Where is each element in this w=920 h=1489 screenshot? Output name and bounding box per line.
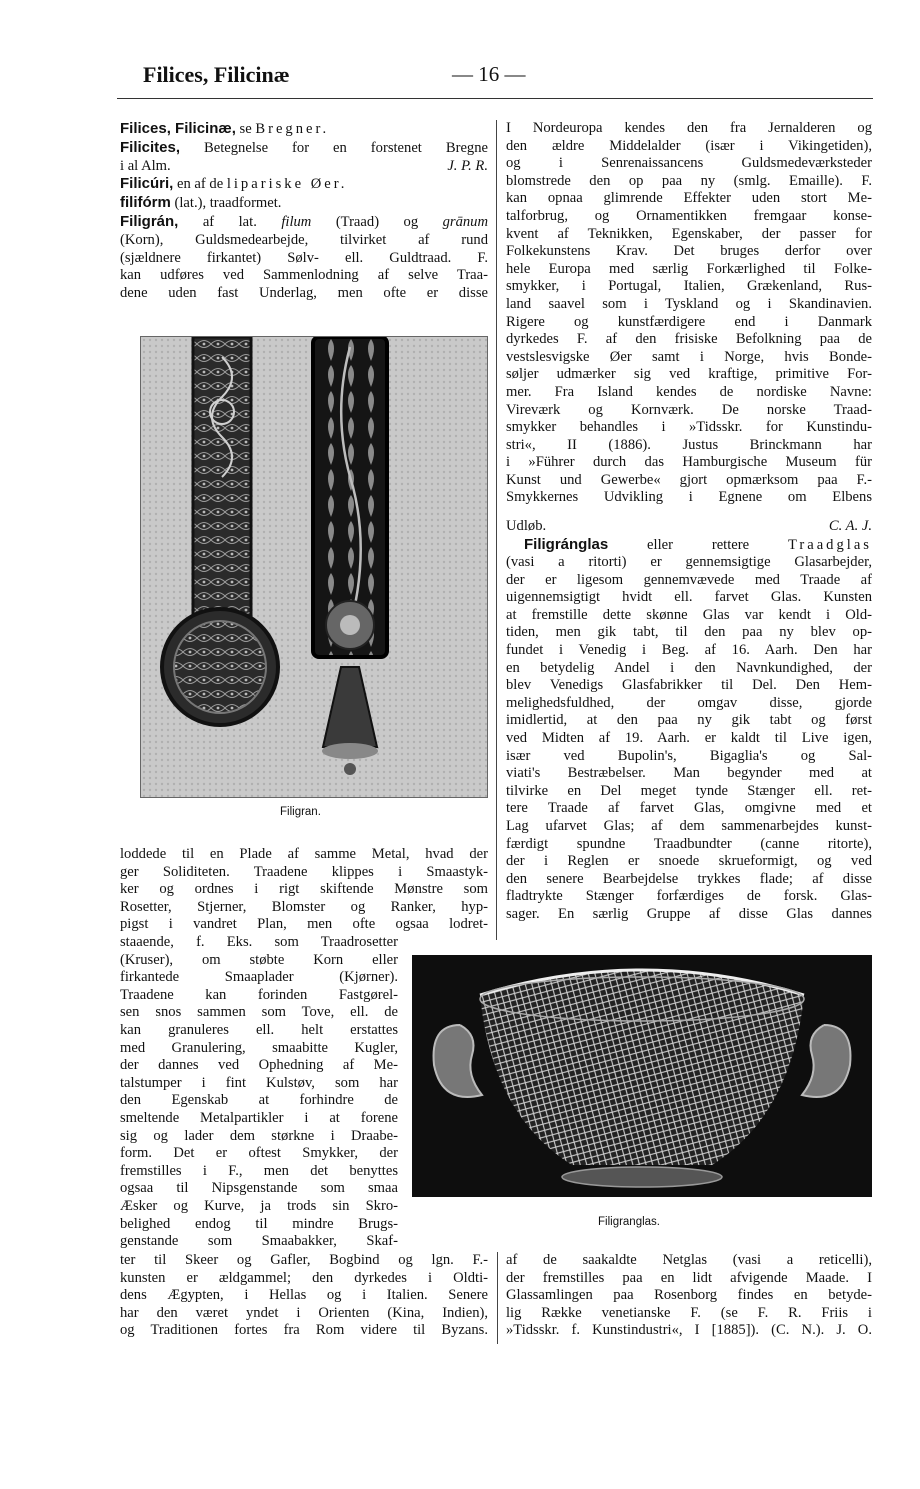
left-column-continuation	[120, 846, 488, 934]
text-line: har den været yndet i Orienten (Kina, Indien),	[120, 1304, 488, 1321]
text-line: Kunst und Gewerbe« gjort opmærksom paa F.-	[506, 471, 872, 488]
text-line: genstande som Smaabakker, Skaf-	[120, 1233, 398, 1250]
figure-caption-filigranglas: Filigranglas.	[598, 1216, 660, 1228]
text-line: loddede til en Plade af samme Metal, hvad der	[120, 846, 488, 862]
text-line: Folkekunstens Krav. Det bruges derfor over	[506, 243, 872, 260]
text-line: staaende, f. Eks. som Traadrosetter	[120, 934, 398, 950]
headword: filifórm	[120, 194, 171, 212]
text-line: lig Række venetianske F. (se F. R. Friis i	[506, 1304, 872, 1321]
headword: Filicúri,	[120, 175, 174, 193]
entry-line	[120, 250, 488, 268]
author-signature: J. P. R.	[447, 157, 488, 174]
text-line: Glassamlingen paa Rosenborg findes en betyde-	[506, 1287, 872, 1304]
column-divider-lower	[497, 1252, 498, 1344]
text-line: vestslesvigske Øer samt i Norge, hvis Bonde-	[506, 348, 872, 365]
text-line: smeltende Metalpartikler i at forene	[120, 1109, 398, 1126]
text-line: især ved Bupolin's, Bigaglia's og Sal-	[506, 747, 872, 764]
page-header-title: Filices, Filicinæ	[143, 62, 290, 87]
text-line: (vasi a ritorti) er gennemsigtige Glasarbejder,	[506, 554, 872, 570]
left-column-entries	[120, 120, 488, 303]
filigranglas-photo	[412, 955, 872, 1197]
spaced-reference: Bregner.	[255, 121, 330, 137]
text-line: form. Det er oftest Smykker, der	[120, 1145, 398, 1162]
text-line: i »Führer durch das Hamburgische Museum für	[506, 454, 872, 471]
text-line: den Egenskab at forhindre de	[120, 1092, 398, 1109]
text-line: af de saakaldte Netglas (vasi a reticelli),	[506, 1252, 872, 1268]
text-line: søljer udmærker sig ved kraftige, primitive For-	[506, 366, 872, 383]
text-line: fladtrykte Stænger forfærdiges de forsk. Glas-	[506, 888, 872, 905]
text-line: blomstrede den op paa ny (smlg. Emaille). F.	[506, 172, 872, 189]
entry-text: en af de	[173, 176, 227, 193]
entry-line	[120, 158, 488, 176]
text-line: med Granulering, smaabitte Kugler,	[120, 1039, 398, 1056]
text-line: ger Soliditeten. Traadene klippes i Smaastyk-	[120, 863, 488, 880]
entry-text: se	[235, 121, 256, 137]
text-line: sager. En særlig Gruppe af disse Glas dannes	[506, 905, 872, 922]
filigranglas-entry-head	[506, 536, 872, 555]
text-line: sig og lader dem størkne i Draabe-	[120, 1127, 398, 1144]
text-line: ved Midten af 19. Aarh. er kaldt til Live igen,	[506, 729, 872, 746]
entry-text: (Korn), Guldsmedearbejde, tilvirket af rund	[120, 231, 488, 248]
entry-line	[120, 285, 488, 303]
entry-line	[120, 232, 488, 250]
text-line: Rosetter, Stjerner, Blomster og Ranker, hyp-	[120, 898, 488, 915]
column-divider	[496, 120, 497, 940]
filigran-image	[141, 337, 487, 797]
entry-line	[120, 213, 488, 232]
text-line: kan granuleres ell. helt erstattes	[120, 1021, 398, 1038]
entry-text: Udløb.	[506, 518, 547, 534]
headword: Filigrán,	[120, 212, 179, 230]
text-line: stri«, II (1886). Justus Brinckmann har	[506, 436, 872, 453]
text-line: firkantede Smaaplader (Kjørner).	[120, 969, 398, 986]
text-line: Smykkernes Udvikling i Egnene om Elbens	[506, 489, 872, 506]
entry-text: kan udføres ved Sammenlodning af selve Traa-	[120, 267, 488, 284]
text-line: den ældre Middelalder (især i Vikingetiden),	[506, 137, 872, 154]
headword: Filicites,	[120, 138, 181, 156]
text-line: den senere Bearbejdelse trykkes flade; af disse	[506, 870, 872, 887]
right-column-bottom	[506, 1252, 872, 1340]
text-line: pigst i vandret Plan, men ofte ogsaa lodret-	[120, 916, 488, 933]
text-line: og Traditionen fortes fra Rom videre til Byzans.	[120, 1322, 488, 1339]
header-rule	[117, 98, 873, 99]
text-line: hele Europa med særlig Forkærlighed til Folke-	[506, 260, 872, 277]
text-line: imidlertid, at den paa ny gik tabt og først	[506, 712, 872, 729]
text-line: melighedsfuldhed, der omgav disse, gjorde	[506, 694, 872, 711]
spaced-reference: Traadglas	[787, 537, 872, 553]
text-line: »Tidsskr. f. Kunstindustri«, I [1885]). (C. N.). J. O.	[506, 1322, 872, 1339]
author-signature: C. A. J.	[828, 518, 872, 534]
text-line: talforbrug, og Ornamentikken fremgaar konse-	[506, 207, 872, 224]
text-line: Vireværk og Kornværk. De norske Traad-	[506, 401, 872, 418]
text-line: sen snos sammen som Tove, ell. de	[120, 1004, 398, 1021]
text-line: Rigere og kunstfærdigere end i Danmark	[506, 313, 872, 330]
headword: Filices, Filicinæ,	[120, 120, 236, 137]
text-line: at fremstille dette skønne Glas var kendt i Old-	[506, 606, 872, 623]
text-line: dens Ægypten, i Hellas og i Italien. Senere	[120, 1287, 488, 1304]
text-line: kvent af Teknikken, Egenskaber, der passer for	[506, 225, 872, 242]
text-line: der fremstilles paa en lidt afvigende Maade. I	[506, 1269, 872, 1286]
text-line: og i Senrenaissancens Guldsmedeværksteder	[506, 155, 872, 172]
text-line: I Nordeuropa kendes den fra Jernalderen og	[506, 120, 872, 136]
entry-line	[120, 175, 488, 194]
entry-line	[120, 120, 488, 139]
text-line: viati's Bestræbelser. Man begynder med at	[506, 765, 872, 782]
text-line: dyrkedes F. af den frisiske Befolkning paa de	[506, 331, 872, 348]
text-line: tiden, men gik tabt, til den paa ny blev op-	[506, 624, 872, 641]
text-line: ker og ordnes i rigt skiftende Mønstre som	[120, 881, 488, 898]
filigranglas-image	[412, 955, 872, 1197]
left-column-narrow	[120, 934, 398, 1251]
text-line: Æsker og Kurve, ja trods sin Skro-	[120, 1197, 398, 1214]
entry-text: i al Alm.	[120, 157, 171, 174]
text-line: kan opnaa glimrende Effekter uden stort Me-	[506, 190, 872, 207]
entry-text: dene uden fast Underlag, men ofte er disse	[120, 285, 488, 302]
spaced-reference: lipariske Øer.	[226, 176, 348, 193]
entry-line	[120, 267, 488, 285]
text-line: der i Reglen er snoede skrueformigt, og ved	[506, 853, 872, 870]
text-line: mer. Fra Island kendes de nordiske Navne:	[506, 383, 872, 400]
text-line: der dannes ved Ophedning af Me-	[120, 1057, 398, 1074]
text-line: der er ligesom gennemvævede med Traade af	[506, 571, 872, 588]
entry-line	[506, 536, 872, 555]
text-line: fundet i Venedig i Beg. af 16. Aarh. Den har	[506, 641, 872, 658]
headword: Filigránglas	[524, 536, 609, 553]
text-line: en betydelig Andel i den Navnkundighed, der	[506, 659, 872, 676]
italic-term: grānum	[442, 213, 488, 230]
text-line: talstumper i fint Kulstøv, som har	[120, 1074, 398, 1091]
entry-text: eller rettere	[608, 537, 788, 553]
text-line: fremstilles i F., men det benyttes	[120, 1162, 398, 1179]
text-line: kunsten er ældgammel; den dyrkedes i Oldti-	[120, 1269, 488, 1286]
right-column-text	[506, 120, 872, 507]
filigranglas-entry-text	[506, 554, 872, 923]
text-line: Lag ufarvet Glas; af dem sammenarbejdes kunst-	[506, 817, 872, 834]
filigran-photo	[140, 336, 488, 798]
text-line: uigennemsigtigt hvidt ell. farvet Glas. Kunsten	[506, 589, 872, 606]
text-line: land saavel som i Tyskland og i Skandinavien.	[506, 295, 872, 312]
right-column-signature-line	[506, 518, 872, 536]
text-line: tere Traade af farvet Glas, omgivne med et	[506, 800, 872, 817]
left-column-end	[120, 1252, 488, 1340]
text-line: ter til Skeer og Gafler, Bogbind og lgn. F.-	[120, 1252, 488, 1268]
text-line: (Kruser), om støbte Korn eller	[120, 951, 398, 968]
entry-text: (lat.), traadformet.	[170, 195, 282, 212]
signature-line	[506, 518, 872, 536]
text-line: smykker, i Portugal, Italien, Grækenland, Rus-	[506, 278, 872, 295]
entry-text: af lat.	[178, 213, 282, 230]
entry-line	[120, 194, 488, 213]
page-number: — 16 —	[452, 62, 526, 86]
entry-text: Betegnelse for en forstenet Bregne	[180, 139, 488, 156]
text-line: belighed endog til mindre Brugs-	[120, 1215, 398, 1232]
entry-text: (sjældnere firkantet) Sølv- ell. Guldtraad. F.	[120, 249, 488, 266]
text-line: færdigt spundne Traadbundter (canne ritorte),	[506, 835, 872, 852]
italic-term: filum	[281, 213, 312, 230]
figure-caption-filigran: Filigran.	[280, 806, 321, 818]
text-line: smykker behandles i »Tidsskr. for Kunstindu-	[506, 419, 872, 436]
text-line: blev Venedigs Glasfabrikker til Del. Den Hem-	[506, 677, 872, 694]
entry-line	[120, 139, 488, 158]
text-line: tilvirke en Del meget tynde Stænger ell. ret-	[506, 782, 872, 799]
text-line: ogsaa til Nipsgenstande som smaa	[120, 1180, 398, 1197]
entry-text: (Traad) og	[311, 213, 443, 230]
text-line: Traadene kan forinden Fastgørel-	[120, 986, 398, 1003]
